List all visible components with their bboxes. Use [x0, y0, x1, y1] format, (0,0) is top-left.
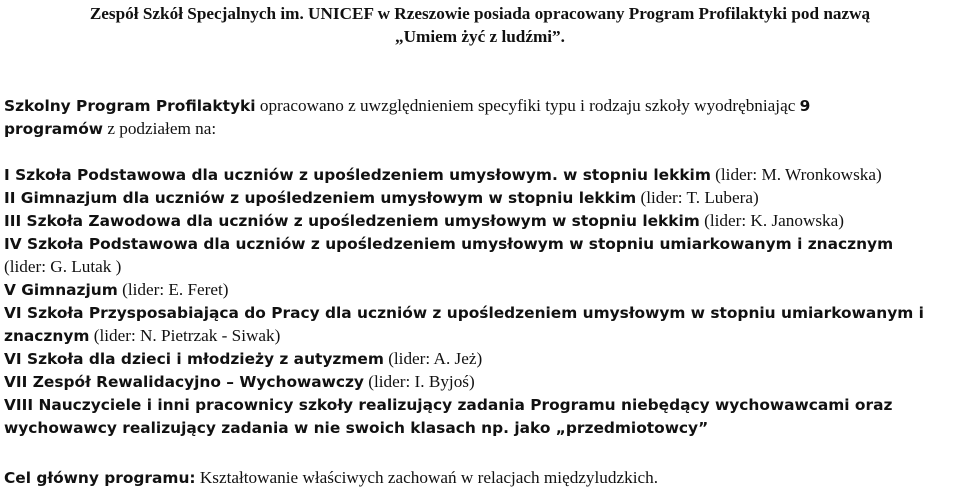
program-item-5: V Gimnazjum (lider: E. Feret) [4, 280, 229, 299]
intro-line-1: Szkolny Program Profilaktyki opracowano z uwzględnieniem specyfiki typu i rodzaju szkoły wyodrębniając 9 [4, 96, 811, 115]
program-item-2: II Gimnazjum dla uczniów z upośledzeniem umysłowym w stopniu lekkim (lider: T. Lubera) [4, 188, 759, 207]
intro-program-name: Szkolny Program Profilaktyki [4, 97, 256, 115]
program-item-4-cont: (lider: G. Lutak ) [4, 257, 122, 276]
program-item-8: VII Zespół Rewalidacyjno – Wychowawczy (lider: I. Byjoś) [4, 372, 475, 391]
program-item-6: VI Szkoła Przysposabiająca do Pracy dla uczniów z upośledzeniem umysłowym w stopniu umiarkowanym i [4, 304, 924, 322]
intro-line-2: programów z podziałem na: [4, 119, 217, 138]
program-item-9-cont: wychowawcy realizujący zadania w nie swoich klasach np. jako „przedmiotowcy” [4, 419, 709, 437]
header-line-2: „Umiem żyć z ludźmi”. [395, 27, 565, 46]
main-goal: Cel główny programu: Kształtowanie właściwych zachowań w relacjach międzyludzkich. [4, 468, 658, 487]
program-item-1: I Szkoła Podstawowa dla uczniów z upośledzeniem umysłowym. w stopniu lekkim (lider: M. Wronkowska) [4, 165, 882, 184]
header-line-1: Zespół Szkół Specjalnych im. UNICEF w Rzeszowie posiada opracowany Program Profilaktyki pod nazwą [89, 4, 871, 23]
program-item-9: VIII Nauczyciele i inni pracownicy szkoły realizujący zadania Programu niebędący wychowawcami oraz [4, 396, 893, 414]
main-goal-label: Cel główny programu: [4, 469, 196, 487]
program-item-7: VI Szkoła dla dzieci i młodzieży z autyzmem (lider: A. Jeż) [4, 349, 483, 368]
program-item-6-cont: znacznym (lider: N. Pietrzak - Siwak) [4, 326, 281, 345]
program-item-3: III Szkoła Zawodowa dla uczniów z upośledzeniem umysłowym w stopniu lekkim (lider: K. Janowska) [4, 211, 844, 230]
program-item-4: IV Szkoła Podstawowa dla uczniów z upośledzeniem umysłowym w stopniu umiarkowanym i znacznym [4, 235, 894, 253]
